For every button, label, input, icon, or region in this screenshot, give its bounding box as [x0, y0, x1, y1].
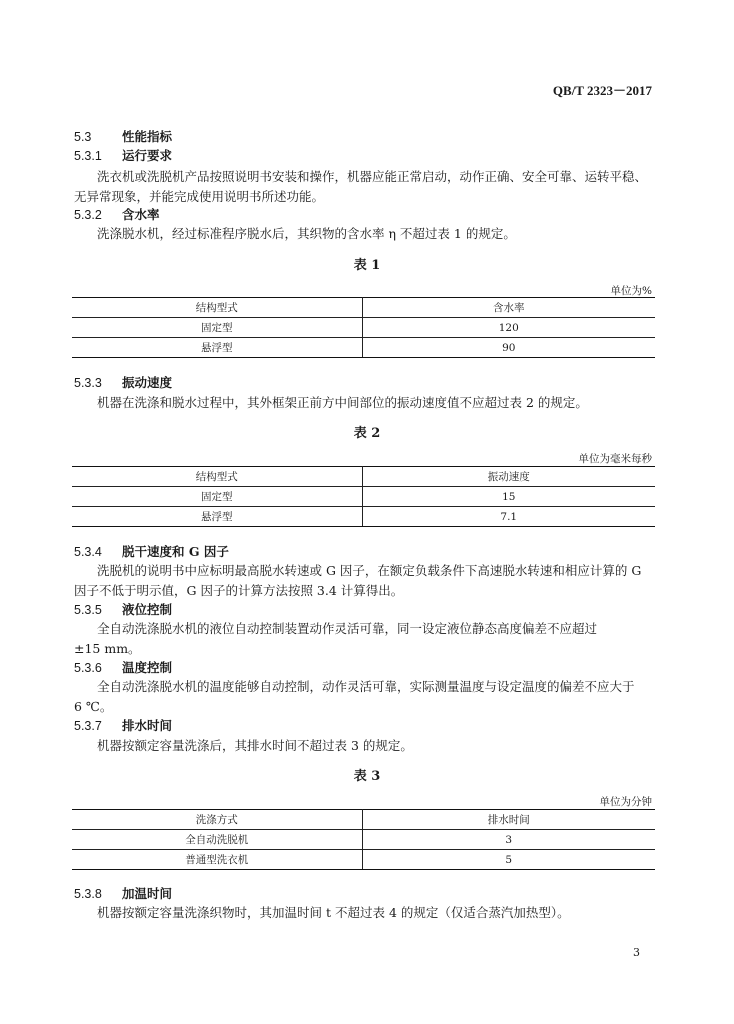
data-table-1: [72, 297, 655, 358]
paragraph-line: 全自动洗涤脱水机的温度能够自动控制，动作灵活可靠，实际测量温度与设定温度的偏差不应大于: [97, 679, 635, 694]
section-heading-5-3-8: [74, 884, 172, 902]
table-row: [72, 487, 655, 507]
section-heading-5-3-6: [74, 658, 172, 676]
column-header: 含水率: [362, 298, 655, 318]
section-title: 加温时间: [122, 886, 173, 901]
table-row: [72, 850, 655, 870]
table-title: 表 3: [353, 769, 381, 784]
table-unit: 单位为毫米每秒: [578, 453, 652, 465]
section-title: 性能指标: [122, 129, 173, 144]
paragraph-line: 全自动洗涤脱水机的液位自动控制装置动作灵活可靠，同一设定液位静态高度偏差不应超过: [97, 621, 598, 636]
section-number: 5.3.2: [74, 208, 102, 222]
section-title: 温度控制: [122, 660, 173, 675]
table-row: [72, 507, 655, 527]
section-title: 液位控制: [122, 602, 173, 617]
table-cell: 全自动洗脱机: [72, 830, 362, 850]
section-heading-5-3: [74, 127, 172, 145]
section-heading-5-3-1: [74, 146, 172, 164]
table-cell: 90: [362, 338, 655, 358]
table-unit: 单位为%: [610, 285, 652, 297]
table-unit: 单位为分钟: [599, 796, 652, 808]
section-number: 5.3.1: [74, 149, 102, 163]
section-title: 振动速度: [122, 375, 173, 390]
table-header-row: [72, 298, 655, 318]
table-row: [72, 338, 655, 358]
section-heading-5-3-2: [74, 205, 160, 223]
section-number: 5.3.4: [74, 545, 102, 559]
table-cell: 3: [362, 830, 655, 850]
table-cell: 15: [362, 487, 655, 507]
table-cell: 5: [362, 850, 655, 870]
table-cell: 悬浮型: [72, 338, 362, 358]
paragraph-line: 6 ℃。: [74, 699, 113, 714]
table-header-row: [72, 467, 655, 487]
section-number: 5.3.5: [74, 603, 102, 617]
paragraph-line: 洗涤脱水机，经过标准程序脱水后，其织物的含水率 η 不超过表 1 的规定。: [97, 226, 516, 241]
column-header: 振动速度: [362, 467, 655, 487]
paragraph-line: ±15 mm。: [74, 641, 141, 656]
section-heading-5-3-4: [74, 542, 229, 560]
table-cell: 固定型: [72, 318, 362, 338]
table-title: 表 2: [353, 426, 381, 441]
paragraph-line: 机器按额定容量洗涤织物时，其加温时间 t 不超过表 4 的规定（仅适合蒸汽加热型）。: [97, 905, 570, 920]
page-number: 3: [633, 946, 640, 959]
table-row: [72, 318, 655, 338]
section-title: 脱干速度和 G 因子: [122, 544, 229, 559]
column-header: 洗涤方式: [72, 810, 362, 830]
paragraph-line: 因子不低于明示值，G 因子的计算方法按照 3.4 计算得出。: [74, 583, 404, 598]
paragraph-line: 机器按额定容量洗涤后，其排水时间不超过表 3 的规定。: [97, 738, 413, 753]
table-cell: 固定型: [72, 487, 362, 507]
column-header: 结构型式: [72, 467, 362, 487]
table-cell: 7.1: [362, 507, 655, 527]
paragraph-line: 洗衣机或洗脱机产品按照说明书安装和操作，机器应能正常启动，动作正确、安全可靠、运转平稳、: [97, 169, 648, 184]
table-title: 表 1: [353, 258, 381, 273]
data-table-2: [72, 466, 655, 527]
table-row: [72, 830, 655, 850]
standard-code: QB/T 2323－2017: [552, 83, 652, 98]
table-cell: 普通型洗衣机: [72, 850, 362, 870]
section-heading-5-3-3: [74, 373, 172, 391]
section-title: 含水率: [122, 207, 160, 222]
paragraph-line: 洗脱机的说明书中应标明最高脱水转速或 G 因子，在额定负载条件下高速脱水转速和相应计算的 G: [97, 563, 642, 578]
table-header-row: [72, 810, 655, 830]
section-number: 5.3: [74, 130, 92, 144]
section-number: 5.3.8: [74, 887, 102, 901]
section-title: 运行要求: [122, 148, 173, 163]
paragraph-line: 机器在洗涤和脱水过程中，其外框架正前方中间部位的振动速度值不应超过表 2 的规定。: [97, 395, 588, 410]
column-header: 结构型式: [72, 298, 362, 318]
section-title: 排水时间: [122, 718, 173, 733]
table-cell: 悬浮型: [72, 507, 362, 527]
section-heading-5-3-7: [74, 716, 172, 734]
section-number: 5.3.6: [74, 661, 102, 675]
section-heading-5-3-5: [74, 600, 172, 618]
data-table-3: [72, 809, 655, 870]
section-number: 5.3.3: [74, 376, 102, 390]
table-cell: 120: [362, 318, 655, 338]
column-header: 排水时间: [362, 810, 655, 830]
paragraph-line: 无异常现象，并能完成使用说明书所述功能。: [74, 189, 325, 204]
section-number: 5.3.7: [74, 719, 102, 733]
